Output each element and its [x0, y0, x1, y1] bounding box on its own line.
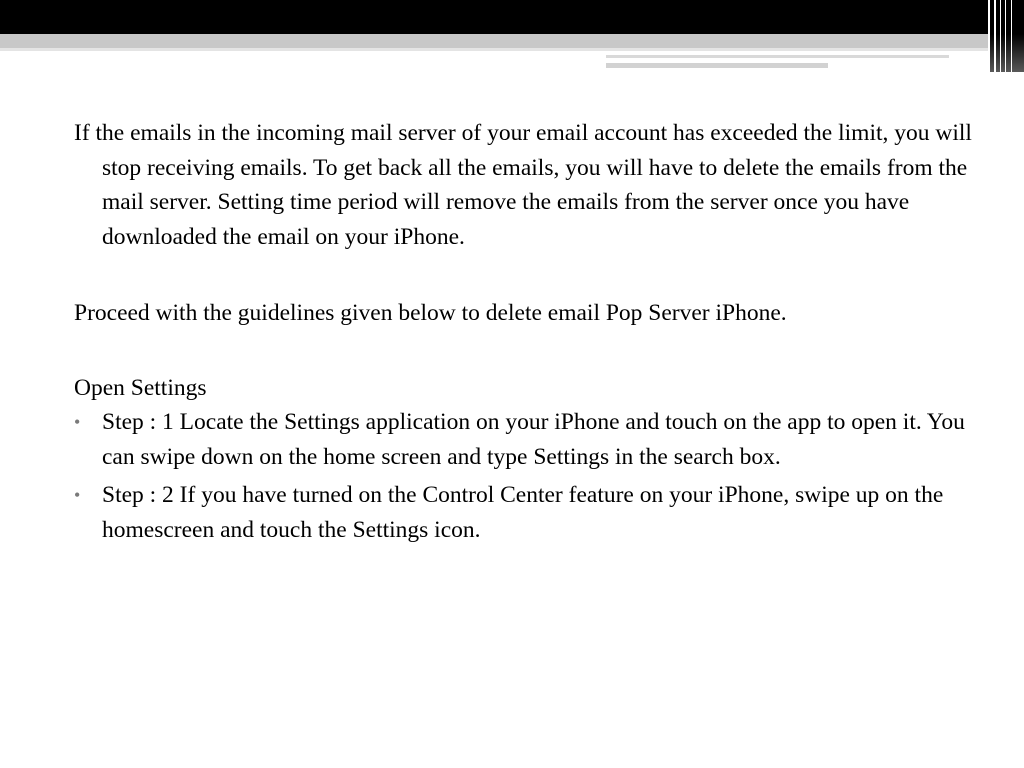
header-accent-bar-secondary [606, 63, 828, 68]
step-2-text: Step : 2 If you have turned on the Control Center feature on your iPhone, swipe up on the homescreen and touch the Settings icon. [102, 482, 944, 543]
header-grey-band-light [0, 48, 1024, 51]
header-grey-band [0, 34, 1024, 48]
steps-list [74, 405, 974, 547]
section-heading-open-settings: Open Settings [74, 374, 207, 401]
guidelines-paragraph: Proceed with the guidelines given below to delete email Pop Server iPhone. [74, 300, 787, 326]
corner-stripes-fade [988, 34, 1024, 72]
intro-paragraph: If the emails in the incoming mail server of your email account has exceeded the limit, you will stop receiving emails. To get back all the emails, you will have to delete the emails from the mail server. Setting time period will remove the emails from the server once you have downloaded the email on your iPhone. [74, 120, 972, 250]
bullet-icon: • [74, 485, 81, 505]
step-2-item [74, 478, 974, 547]
step-1-item [74, 405, 974, 474]
header-accent-bar [606, 55, 949, 58]
slide-body [74, 116, 974, 547]
header-black-bar [0, 0, 1024, 34]
bullet-icon: • [74, 412, 81, 432]
step-1-text: Step : 1 Locate the Settings application on your iPhone and touch on the app to open it. You can swipe down on the home screen and type Settings in the search box. [102, 409, 965, 470]
